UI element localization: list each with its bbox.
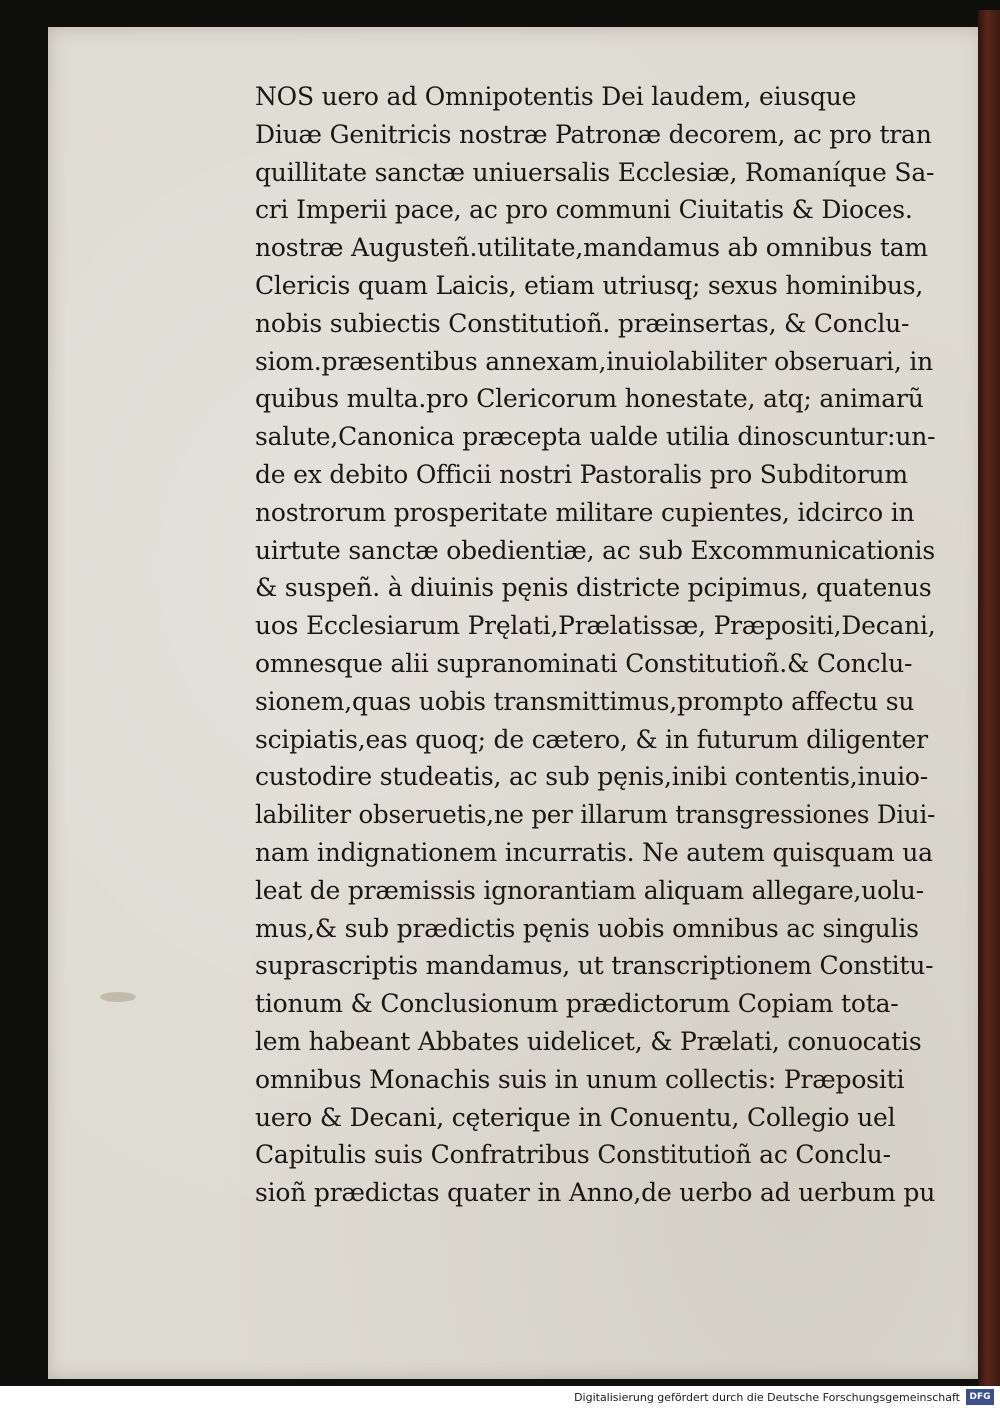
- footer-bar: [0, 1386, 1000, 1409]
- text-line: quillitate sanctæ uniuersalis Ecclesiæ, Romaníque Sa-: [255, 157, 935, 187]
- paper-stain: [100, 992, 136, 1002]
- text-line: cri Imperii pace, ac pro communi Ciuitatis & Dioces.: [255, 195, 913, 225]
- text-line: nostræ Augusteñ.utilitate,mandamus ab omnibus tam: [255, 233, 928, 263]
- text-line: custodire studeatis, ac sub pęnis,inibi contentis,inuio-: [255, 762, 929, 792]
- text-line: salute,Canonica præcepta ualde utilia dinoscuntur:un-: [255, 422, 936, 452]
- text-line: nam indignationem incurratis. Ne autem quisquam ua: [255, 837, 933, 867]
- text-line: uero & Decani, cęterique in Conuentu, Collegio uel: [255, 1102, 896, 1132]
- text-line: siom.præsentibus annexam,inuiolabiliter obseruari, in: [255, 346, 934, 376]
- text-line: sionem,quas uobis transmittimus,prompto affectu su: [255, 686, 915, 716]
- text-line: labiliter obseruetis,ne per illarum transgressiones Diui-: [255, 800, 936, 830]
- text-line: uos Ecclesiarum Pręlati,Prælatissæ, Præpositi,Decani,: [255, 611, 936, 641]
- text-line: uirtute sanctæ obedientiæ, ac sub Excommunicationis: [255, 535, 935, 565]
- text-line: Diuæ Genitricis nostræ Patronæ decorem, ac pro tran: [255, 119, 932, 149]
- text-line: leat de præmissis ignorantiam aliquam allegare,uolu-: [255, 875, 924, 905]
- text-line: NOS uero ad Omnipotentis Dei laudem, eiusque: [255, 82, 857, 111]
- page-edge: [978, 10, 1000, 1386]
- text-line: suprascriptis mandamus, ut transcriptionem Constitu-: [255, 951, 934, 981]
- text-line: de ex debito Officii nostri Pastoralis pro Subditorum: [255, 459, 908, 489]
- text-line: omnesque alii supranominati Constitutioñ.& Conclu-: [255, 648, 913, 678]
- funding-credit: Digitalisierung gefördert durch die Deutsche Forschungsgemeinschaft: [574, 1391, 960, 1404]
- text-line: nobis subiectis Constitutioñ. præinsertas, & Conclu-: [255, 308, 910, 338]
- text-line: & suspeñ. à diuinis pęnis districte pcipimus, quatenus: [255, 573, 932, 603]
- text-line: omnibus Monachis suis in unum collectis: Præpositi: [255, 1064, 905, 1094]
- text-line: Clericis quam Laicis, etiam utriusq; sexus hominibus,: [255, 270, 924, 300]
- text-line: quibus multa.pro Clericorum honestate, atq; animarũ: [255, 384, 924, 414]
- text-line: nostrorum prosperitate militare cupientes, idcirco in: [255, 497, 915, 527]
- dfg-logo: DFG: [966, 1389, 994, 1405]
- text-line: lem habeant Abbates uidelicet, & Prælati, conuocatis: [255, 1026, 922, 1056]
- page-text: [255, 78, 935, 1212]
- text-line: scipiatis,eas quoq; de cætero, & in futurum diligenter: [255, 724, 928, 754]
- text-line: mus,& sub prædictis pęnis uobis omnibus ac singulis: [255, 913, 919, 943]
- text-line: Capitulis suis Confratribus Constitutioñ ac Conclu-: [255, 1140, 891, 1170]
- text-line: tionum & Conclusionum prædictorum Copiam tota-: [255, 989, 899, 1019]
- text-line: sioñ prædictas quater in Anno,de uerbo ad uerbum pu: [255, 1178, 936, 1208]
